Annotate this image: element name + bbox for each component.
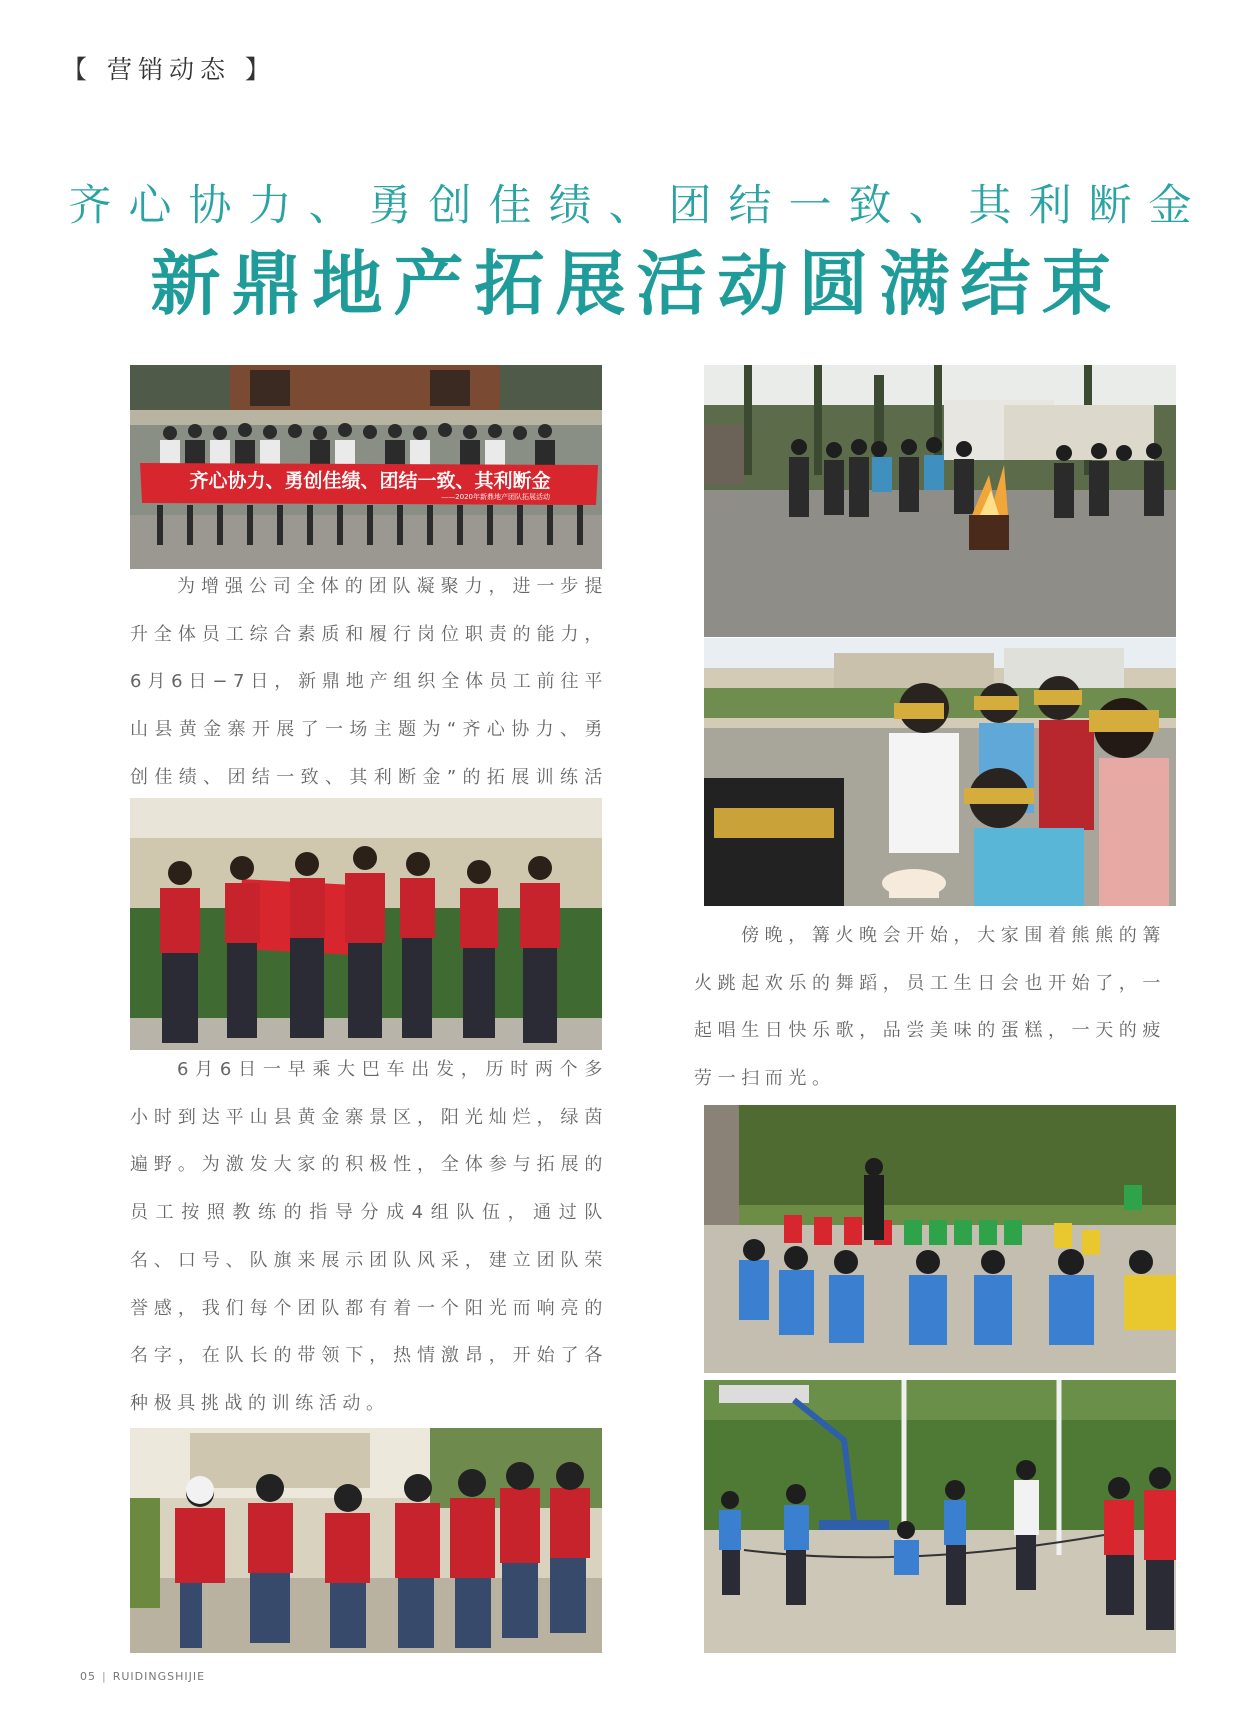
page-footer (80, 1670, 205, 1683)
group-banner-text: 齐心协力、勇创佳绩、团结一致、其利断金 (189, 470, 551, 492)
magazine-name: RUIDINGSHIJIE (112, 1670, 206, 1683)
headline-subtitle: 齐心协力、勇创佳绩、团结一致、其利断金 (68, 181, 1209, 231)
circle-activity-photo (704, 1105, 1176, 1373)
rope-game-photo (704, 1380, 1176, 1653)
team-game-photo (130, 1428, 602, 1653)
headline-title: 新鼎地产拓展活动圆满结束 (150, 243, 1123, 325)
team-flag-photo (130, 798, 602, 1050)
journey-paragraph: 6月6日一早乘大巴车出发，历时两个多小时到达平山县黄金寨景区，阳光灿烂，绿茵遍野。为激发大家的积极性，全体参与拓展的员工按照教练的指导分成4组队伍，通过队名、口号、队旗来展示团队风采，建立团队荣誉感，我们每个团队都有着一个阳光而响亮的名字，在队长的带领下，热情激昂，开始了各种极具挑战的训练活动。 (130, 1059, 608, 1414)
group-photo (130, 365, 602, 569)
intro-paragraph: 为增强公司全体的团队凝聚力，进一步提升全体员工综合素质和履行岗位职责的能力，6月6日−7日，新鼎地产组织全体员工前往平山县黄金寨开展了一场主题为“齐心协力、勇创佳绩、团结一致、其利断金”的拓展训练活 (130, 576, 608, 788)
section-tag: 【 营销动态 】 (62, 55, 276, 84)
evening-paragraph: 傍晚，篝火晚会开始，大家围着熊熊的篝火跳起欢乐的舞蹈，员工生日会也开始了，一起唱生日快乐歌，品尝美味的蛋糕，一天的疲劳一扫而光。 (694, 925, 1166, 1090)
group-banner-subtext: ——2020年新鼎地产团队拓展活动 (441, 493, 550, 501)
birthday-photo (704, 638, 1176, 906)
bonfire-photo (704, 365, 1176, 637)
page-number: 05 (80, 1670, 96, 1683)
footer-divider: | (102, 1670, 107, 1683)
